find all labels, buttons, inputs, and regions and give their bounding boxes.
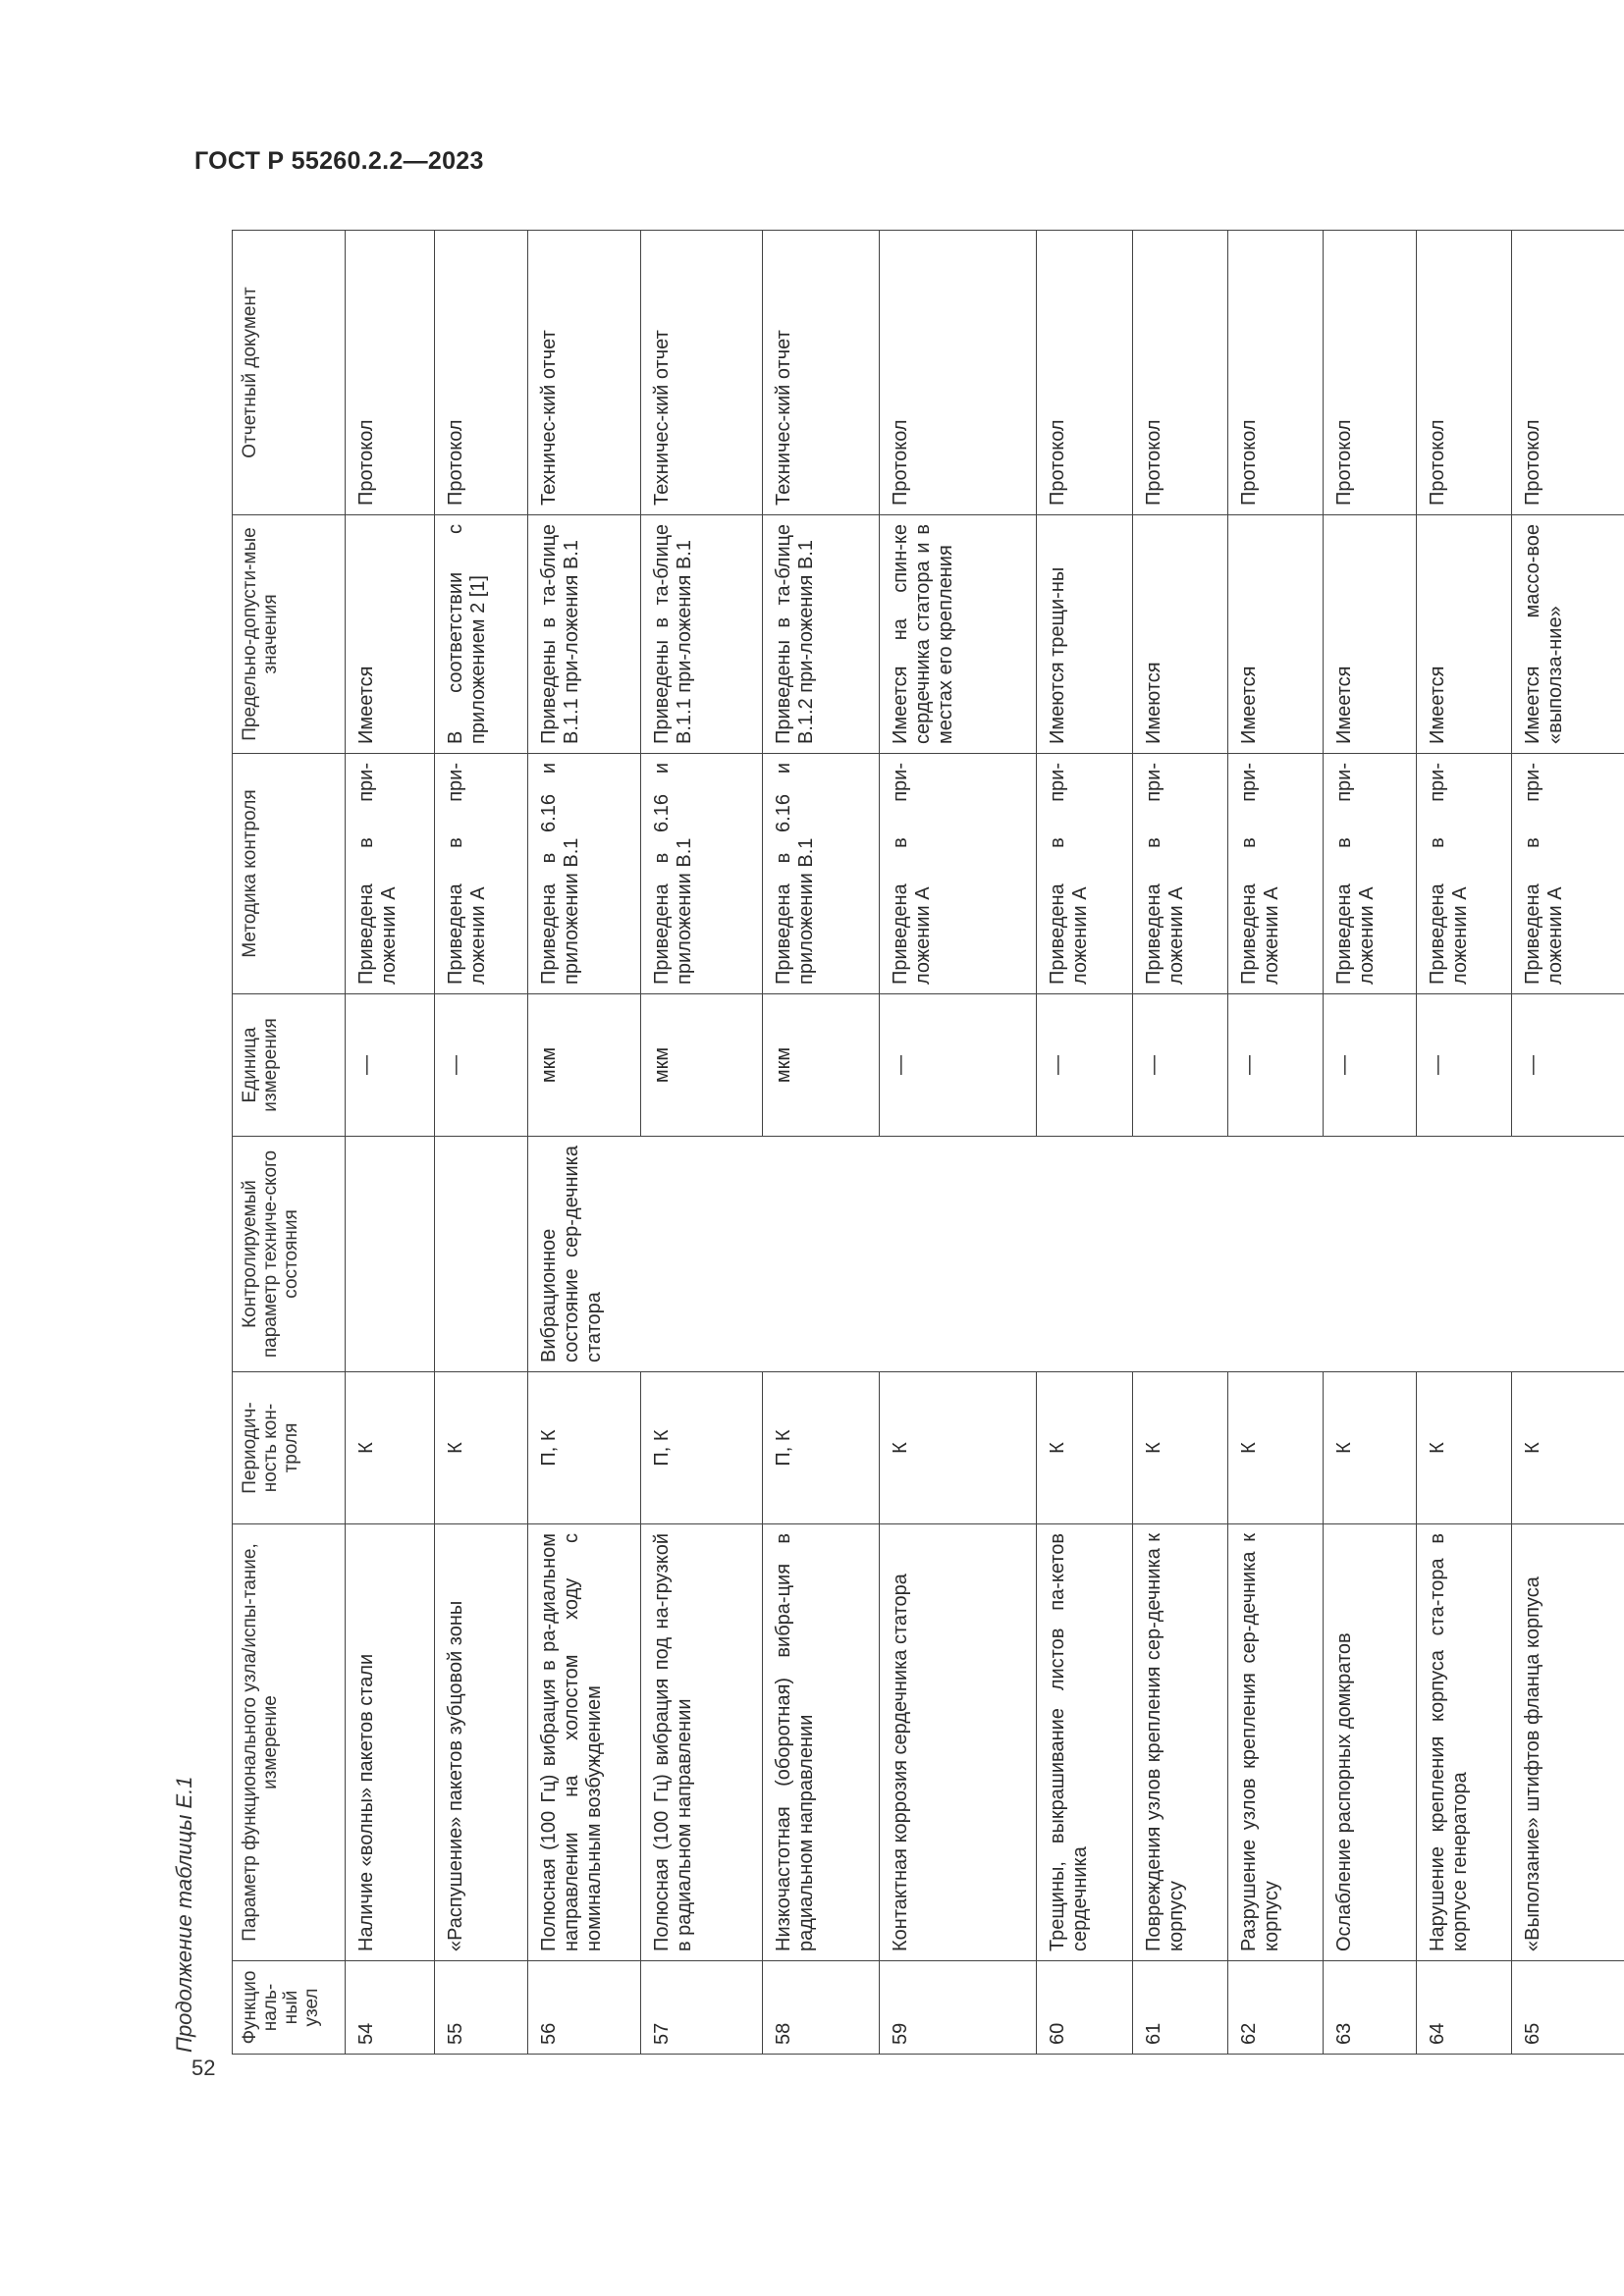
- report-cell: Техничес-кий отчет: [527, 231, 640, 515]
- unit-cell: —: [1416, 994, 1511, 1137]
- method-cell: Приведена в при-ложении А: [1511, 754, 1624, 994]
- period-cell: К: [1037, 1372, 1132, 1524]
- period-cell: К: [1227, 1372, 1323, 1524]
- method-cell: Приведена в при-ложении А: [435, 754, 528, 994]
- limit-cell: Имеются трещи-ны: [1037, 515, 1132, 754]
- row-number: 59: [880, 1961, 1037, 2055]
- col-header-control-param: Контролируемый параметр техниче-ского состояния: [233, 1137, 346, 1372]
- inspection-table: [232, 230, 1624, 2055]
- control-param-text: Вибрационное состояние сер-дечника статора: [537, 1146, 605, 1362]
- report-cell: Протокол: [346, 231, 435, 515]
- report-cell: Протокол: [1037, 231, 1132, 515]
- row-number: 65: [1511, 1961, 1624, 2055]
- report-cell: Протокол: [435, 231, 528, 515]
- col-header-node: Функциональ-ный узел: [233, 1961, 346, 2055]
- col-header-unit: Единица измерения: [233, 994, 346, 1137]
- param-cell: Разрушение узлов крепления сер-дечника к корпусу: [1227, 1524, 1323, 1961]
- unit-cell: —: [1227, 994, 1323, 1137]
- method-cell: Приведена в при-ложении А: [1323, 754, 1416, 994]
- limit-cell: В соответствии с приложением 2 [1]: [435, 515, 528, 754]
- report-cell: Протокол: [1323, 231, 1416, 515]
- report-cell: Техничес-кий отчет: [763, 231, 880, 515]
- unit-cell: —: [1323, 994, 1416, 1137]
- unit-cell: —: [346, 994, 435, 1137]
- period-cell: К: [1511, 1372, 1624, 1524]
- unit-cell: мкм: [641, 994, 763, 1137]
- row-number: 61: [1132, 1961, 1227, 2055]
- limit-cell: Приведены в та-блице В.1.1 при-ложения В.1: [527, 515, 640, 754]
- limit-cell: Имеется: [1227, 515, 1323, 754]
- period-cell: К: [1132, 1372, 1227, 1524]
- col-header-method: Методика контроля: [233, 754, 346, 994]
- document-header: ГОСТ Р 55260.2.2—2023: [194, 147, 484, 175]
- report-cell: Протокол: [1227, 231, 1323, 515]
- method-cell: Приведена в 6.16 и приложении В.1: [763, 754, 880, 994]
- limit-cell: Имеется на спин-ке сердечника статора и в местах его крепления: [880, 515, 1037, 754]
- limit-cell: Приведены в та-блице В.1.2 при-ложения В.1: [763, 515, 880, 754]
- row-number: 54: [346, 1961, 435, 2055]
- param-cell: Контактная коррозия сердечника статора: [880, 1524, 1037, 1961]
- period-cell: К: [1416, 1372, 1511, 1524]
- method-cell: Приведена в при-ложении А: [1132, 754, 1227, 994]
- table-row: [435, 231, 528, 2055]
- param-cell: Трещины, выкрашивание листов па-кетов сердечника: [1037, 1524, 1132, 1961]
- col-header-limit: Предельно-допусти-мые значения: [233, 515, 346, 754]
- param-cell: «Распушение» пакетов зубцовой зоны: [435, 1524, 528, 1961]
- method-cell: Приведена в 6.16 и приложении В.1: [641, 754, 763, 994]
- control-param-cell: [527, 1137, 1624, 1372]
- report-cell: Протокол: [880, 231, 1037, 515]
- method-cell: Приведена в при-ложении А: [880, 754, 1037, 994]
- row-number: 56: [527, 1961, 640, 2055]
- col-header-period: Периодич-ность кон-троля: [233, 1372, 346, 1524]
- param-cell: Полюсная (100 Гц) вибрация в ра-диальном направлении на холостом ходу с номинальным возбуждением: [527, 1524, 640, 1961]
- row-number: 58: [763, 1961, 880, 2055]
- param-cell: Наличие «волны» пакетов стали: [346, 1524, 435, 1961]
- row-number: 55: [435, 1961, 528, 2055]
- page-number: 52: [191, 2056, 216, 2080]
- period-cell: П, К: [641, 1372, 763, 1524]
- param-cell: «Выползание» штифтов фланца корпуса: [1511, 1524, 1624, 1961]
- method-cell: Приведена в при-ложении А: [1037, 754, 1132, 994]
- table-row: [346, 231, 435, 2055]
- report-cell: Протокол: [1511, 231, 1624, 515]
- method-cell: Приведена в при-ложении А: [346, 754, 435, 994]
- period-cell: К: [346, 1372, 435, 1524]
- unit-cell: мкм: [527, 994, 640, 1137]
- period-cell: К: [435, 1372, 528, 1524]
- col-header-param: Параметр функционального узла/испы-тание, измерение: [233, 1524, 346, 1961]
- unit-cell: —: [435, 994, 528, 1137]
- limit-cell: Имеются: [1132, 515, 1227, 754]
- table-caption: Продолжение таблицы Е.1: [172, 1776, 196, 2053]
- period-cell: К: [1323, 1372, 1416, 1524]
- row-number: 57: [641, 1961, 763, 2055]
- unit-cell: —: [1511, 994, 1624, 1137]
- control-param-cell-empty: [346, 1137, 435, 1372]
- period-cell: П, К: [763, 1372, 880, 1524]
- limit-cell: Имеется: [1416, 515, 1511, 754]
- unit-cell: —: [880, 994, 1037, 1137]
- unit-cell: —: [1037, 994, 1132, 1137]
- method-cell: Приведена в 6.16 и приложении В.1: [527, 754, 640, 994]
- report-cell: Протокол: [1132, 231, 1227, 515]
- param-cell: Ослабление распорных домкратов: [1323, 1524, 1416, 1961]
- report-cell: Техничес-кий отчет: [641, 231, 763, 515]
- rotated-table-block: [172, 23, 1624, 2055]
- limit-cell: Имеется: [346, 515, 435, 754]
- row-number: 60: [1037, 1961, 1132, 2055]
- unit-cell: мкм: [763, 994, 880, 1137]
- param-cell: Повреждения узлов крепления сер-дечника к корпусу: [1132, 1524, 1227, 1961]
- report-cell: Протокол: [1416, 231, 1511, 515]
- row-number: 63: [1323, 1961, 1416, 2055]
- table-row: [527, 231, 640, 2055]
- row-number: 62: [1227, 1961, 1323, 2055]
- unit-cell: —: [1132, 994, 1227, 1137]
- period-cell: К: [880, 1372, 1037, 1524]
- limit-cell: Имеется массо-вое «выполза-ние»: [1511, 515, 1624, 754]
- limit-cell: Имеется: [1323, 515, 1416, 754]
- period-cell: П, К: [527, 1372, 640, 1524]
- method-cell: Приведена в при-ложении А: [1227, 754, 1323, 994]
- param-cell: Полюсная (100 Гц) вибрация под на-грузкой в радиальном направлении: [641, 1524, 763, 1961]
- method-cell: Приведена в при-ложении А: [1416, 754, 1511, 994]
- param-cell: Нарушение крепления корпуса ста-тора в корпусе генератора: [1416, 1524, 1511, 1961]
- param-cell: Низкочастотная (оборотная) вибра-ция в радиальном направлении: [763, 1524, 880, 1961]
- table-header-row: [233, 231, 346, 2055]
- col-header-report: Отчетный документ: [233, 231, 346, 515]
- control-param-cell-empty: [435, 1137, 528, 1372]
- limit-cell: Приведены в та-блице В.1.1 при-ложения В.1: [641, 515, 763, 754]
- row-number: 64: [1416, 1961, 1511, 2055]
